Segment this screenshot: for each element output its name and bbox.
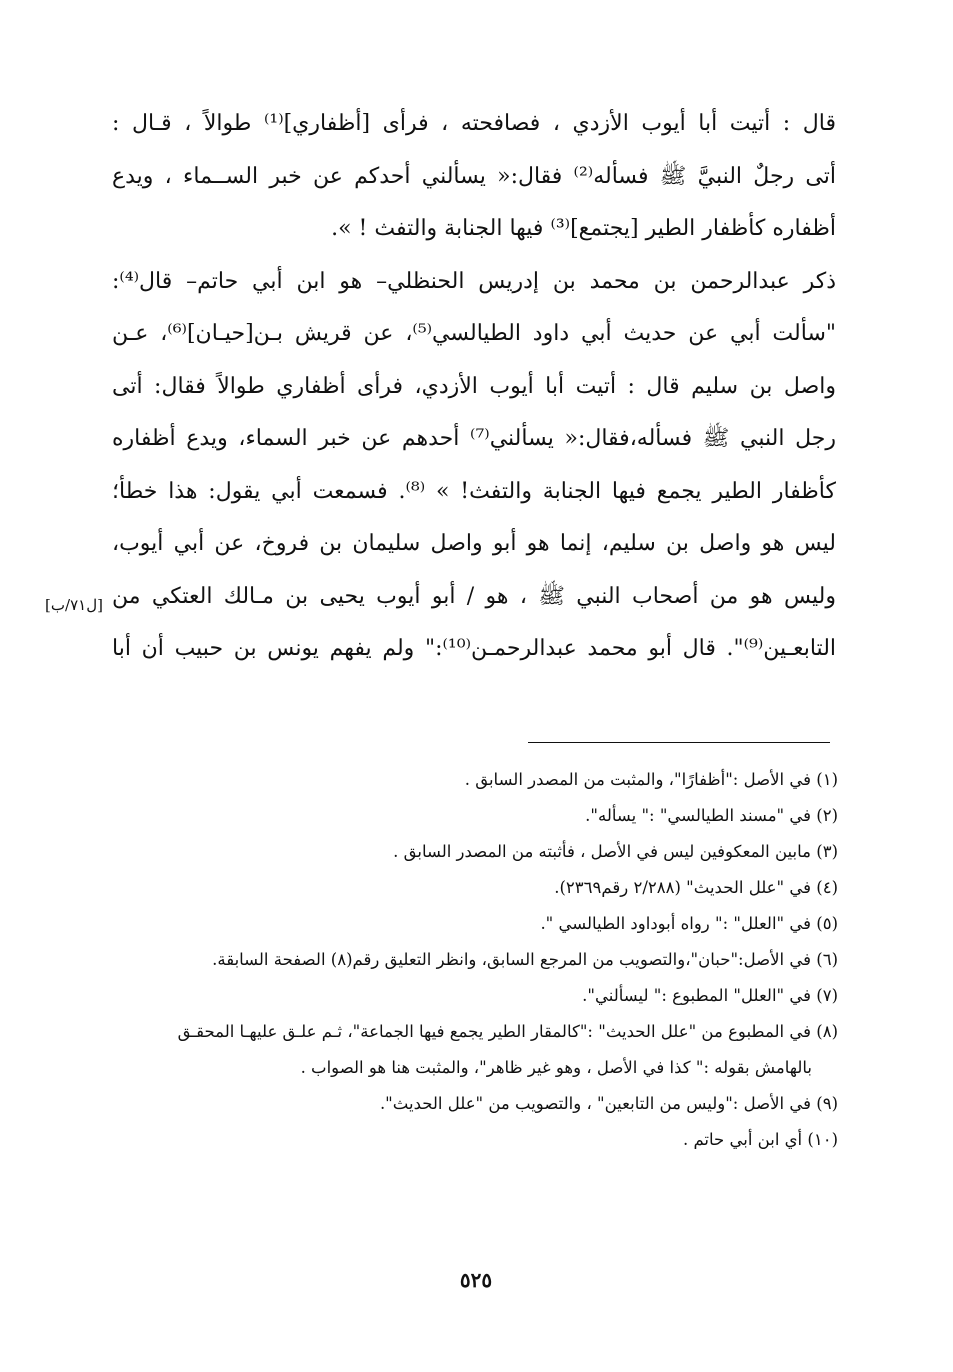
footnote-continuation: بالهامش بقوله :" كذا في الأصل ، وهو غير ظاهر"، والمثبت هنا هو الصواب .	[300, 1058, 812, 1077]
text-line: التابعـين⁽⁹⁾". قال أبو محمد عبدالرحمـن⁽¹⁰⁾:" ولم يفهم يونس بن حبيب أن أبا	[112, 636, 836, 661]
footnote: (٦) في الأصل:"حبان"،والتصويب من المرجع السابق، وانظر التعليق رقم(٨) الصفحة السابقة.	[212, 950, 838, 969]
text-line: ذكر عبدالرحمن بن محمد بن إدريس الحنظلي– هو ابن أبي حاتم– قال⁽⁴⁾:	[112, 268, 836, 294]
text-line: قال : أتيت أبا أيوب الأزدي ، فصافحته ، فرأى [أظفاري]⁽¹⁾ طوالاً ، قـال :	[112, 111, 836, 136]
footnote-separator	[528, 742, 830, 743]
main-text	[112, 98, 836, 676]
text-line: واصل بن سليم قال : أتيت أبا أيوب الأزدي، فرأى أظفاري طوالاً فقال: أتى	[112, 373, 836, 399]
footnote: (١٠) أي ابن أبي حاتم .	[682, 1130, 838, 1149]
footnote: (١) في الأصل :"أظفارًا"، والمثبت من المصدر السابق .	[464, 770, 838, 789]
footnote: (٨) في المطبوع من "علل الحديث" :"كالمقار الطير يجمع فيها الجماعة"، ثـم علـق عليهـا المحقـق	[177, 1022, 838, 1041]
footnote: (٤) في "علل الحديث" (٢/٢٨٨ رقم٢٣٦٩).	[554, 878, 838, 897]
footnote: (٥) في "العلل" :" رواه أبوداود الطيالسي ".	[540, 914, 838, 933]
text-line: "سألت أبي عن حديث أبي داود الطيالسي⁽⁵⁾، عن قريش بـن[حيـان]⁽⁶⁾، عـن	[112, 321, 836, 346]
page-number: ٥٢٥	[459, 1268, 493, 1292]
footnote: (٧) في "العلل" المطبوع :" ليسألني".	[582, 986, 838, 1005]
manuscript-folio-marker: [ل٧١/ب]	[45, 596, 103, 614]
text-line: كأظفار الطير يجمع فيها الجنابة والتفث! » ⁽⁸⁾. فسمعت أبي يقول: هذا خطأ؛	[112, 478, 836, 504]
footnote: (٩) في الأصل :"وليس من التابعين" ، والتصويب من "علل الحديث".	[379, 1094, 838, 1113]
text-line: ليس هو واصل بن سليم، إنما هو أبو واصل سليمان بن فروخ، عن أبي أيوب،	[112, 531, 836, 556]
text-line: رجل النبي ﷺ فسأله،فقال:« يسألني⁽⁷⁾ أحدهم عن خبر السماء، ويدع أظفاره	[112, 426, 836, 451]
footnote: (٢) في "مسند الطيالسي" :" يسأله".	[585, 806, 838, 825]
footnote: (٣) مابين المعكوفين ليس في الأصل ، فأثبته من المصدر السابق .	[393, 842, 838, 861]
text-line: وليس هو من أصحاب النبي ﷺ ، هو / أبو أيوب يحيى بن مـالك العتكي من	[112, 583, 836, 609]
text-line: أظفاره كأظفار الطير [يجتمع]⁽³⁾ فيها الجنابة والتفث ! ».	[331, 216, 836, 241]
footnotes	[112, 762, 838, 1158]
text-line: أتى رجلٌ النبيَّ ﷺ فسأله⁽²⁾ فقال:« يسألني أحدكم عن خبر الســماء ، ويدع	[112, 163, 836, 189]
